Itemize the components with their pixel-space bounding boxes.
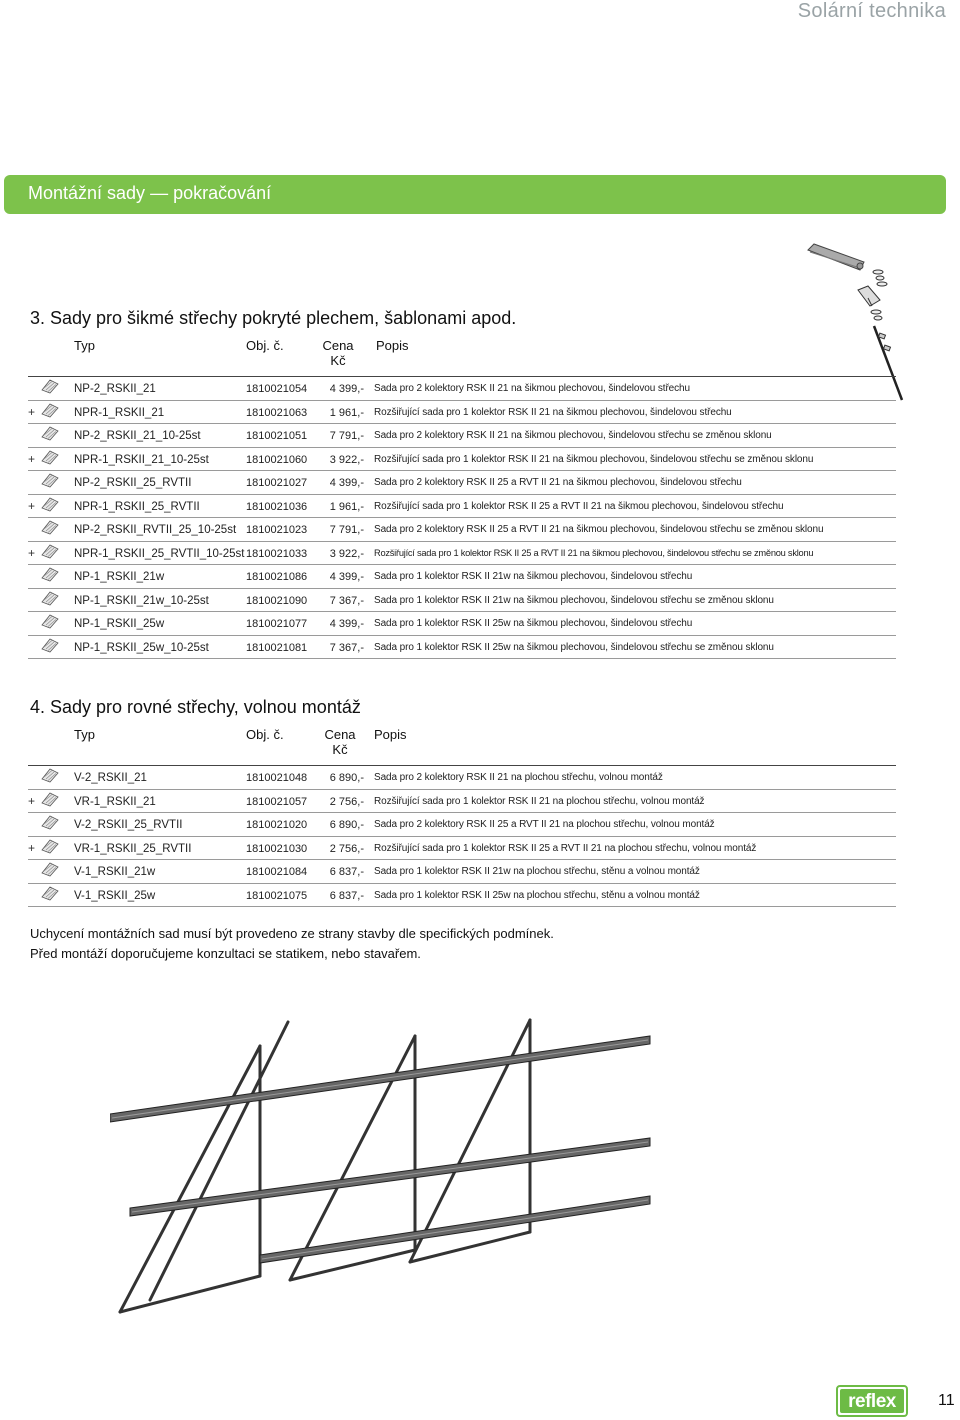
table-row bbox=[28, 542, 896, 566]
row-order-number: 1810021075 bbox=[246, 889, 308, 902]
row-type: NP-2_RSKII_RVTII_25_10-25st bbox=[74, 524, 237, 536]
section-3-table-header bbox=[28, 338, 896, 377]
row-price: 7 367,- bbox=[329, 594, 364, 607]
row-price: 7 367,- bbox=[329, 641, 364, 654]
row-type: NP-1_RSKII_25w bbox=[74, 618, 165, 630]
row-description: Sada pro 1 kolektor RSK II 25w na šikmou plechovou, šindelovou střechu bbox=[374, 618, 693, 629]
solar-panel-icon bbox=[40, 861, 60, 877]
table-row bbox=[28, 448, 896, 472]
col-header-price-line2: Kč bbox=[330, 353, 346, 368]
section-3-rows bbox=[28, 377, 896, 659]
row-type: V-2_RSKII_21 bbox=[74, 772, 147, 784]
row-description: Sada pro 1 kolektor RSK II 25w na šikmou plechovou, šindelovou střechu se změnou sklonu bbox=[374, 641, 774, 653]
section-4-table bbox=[28, 727, 896, 907]
flat-roof-frame-illustration bbox=[110, 1000, 670, 1330]
solar-panel-icon bbox=[40, 519, 60, 535]
table-row bbox=[28, 401, 896, 425]
row-price: 2 756,- bbox=[329, 842, 364, 855]
row-description: Sada pro 2 kolektory RSK II 25 a RVT II 21 na šikmou plechovou, šindelovou střechu se změnou sklonu bbox=[374, 524, 824, 535]
solar-panel-icon bbox=[40, 637, 60, 653]
mounting-note bbox=[30, 924, 554, 964]
solar-panel-icon bbox=[40, 613, 60, 629]
row-order-number: 1810021027 bbox=[246, 477, 308, 489]
row-price: 4 399,- bbox=[329, 383, 364, 395]
row-price: 1 961,- bbox=[329, 500, 364, 513]
row-price: 4 399,- bbox=[329, 571, 364, 583]
row-order-number: 1810021033 bbox=[246, 547, 308, 560]
row-description: Rozšiřující sada pro 1 kolektor RSK II 25 a RVT II 21 na plochou střechu, volnou montáž bbox=[374, 842, 757, 854]
row-price: 4 399,- bbox=[329, 477, 364, 489]
row-type: NP-2_RSKII_21 bbox=[74, 383, 156, 395]
row-order-number: 1810021030 bbox=[246, 842, 308, 855]
table-row bbox=[28, 612, 896, 636]
solar-panel-icon bbox=[40, 590, 60, 606]
row-description: Sada pro 1 kolektor RSK II 21w na plochou střechu, stěnu a volnou montáž bbox=[374, 866, 700, 877]
row-order-number: 1810021077 bbox=[246, 618, 308, 630]
solar-panel-icon bbox=[40, 472, 60, 488]
row-order-number: 1810021084 bbox=[246, 866, 308, 878]
page-number: 11 bbox=[938, 1392, 955, 1409]
row-description: Sada pro 1 kolektor RSK II 21w na šikmou plechovou, šindelovou střechu se změnou sklonu bbox=[374, 594, 774, 606]
section-4-table-header bbox=[28, 727, 896, 766]
row-description: Sada pro 2 kolektory RSK II 21 na šikmou plechovou, šindelovou střechu se změnou sklonu bbox=[374, 430, 772, 441]
row-type: NP-1_RSKII_21w_10-25st bbox=[74, 594, 209, 607]
row-extension-sign: + bbox=[28, 498, 36, 513]
solar-panel-icon bbox=[40, 814, 60, 830]
table-row bbox=[28, 471, 896, 495]
section-banner bbox=[4, 175, 946, 214]
row-type: NPR-1_RSKII_21_10-25st bbox=[74, 453, 209, 466]
row-order-number: 1810021048 bbox=[246, 772, 308, 784]
solar-panel-icon bbox=[40, 543, 60, 559]
row-order-number: 1810021060 bbox=[246, 453, 308, 466]
note-line-1: Uchycení montážních sad musí být provedeno ze strany stavby dle specifických podmínek. bbox=[30, 926, 554, 941]
section-3-title: 3. Sady pro šikmé střechy pokryté plechem, šablonami apod. bbox=[30, 308, 517, 328]
solar-panel-icon bbox=[40, 378, 60, 394]
row-description: Rozšiřující sada pro 1 kolektor RSK II 21 na šikmou plechovou, šindelovou střechu bbox=[374, 406, 732, 418]
row-type: V-2_RSKII_25_RVTII bbox=[74, 819, 183, 831]
row-description: Rozšiřující sada pro 1 kolektor RSK II 25 a RVT II 21 na šikmou plechovou, šindelovou střechu se změnou sklonu bbox=[374, 547, 814, 558]
col-header-price-line1: Cena bbox=[322, 338, 354, 353]
col-header-obj: Obj. č. bbox=[246, 338, 284, 353]
row-order-number: 1810021036 bbox=[246, 500, 308, 513]
row-price: 3 922,- bbox=[329, 547, 364, 560]
table-row bbox=[28, 377, 896, 401]
section-4-rows bbox=[28, 766, 896, 907]
row-price: 3 922,- bbox=[329, 453, 364, 466]
row-extension-sign: + bbox=[28, 545, 36, 560]
table-row bbox=[28, 860, 896, 884]
row-order-number: 1810021086 bbox=[246, 571, 308, 583]
solar-panel-icon bbox=[40, 885, 60, 901]
reflex-logo bbox=[836, 1385, 908, 1417]
row-extension-sign: + bbox=[28, 404, 36, 419]
page-header-title: Solární technika bbox=[797, 0, 946, 22]
row-type: V-1_RSKII_21w bbox=[74, 866, 156, 878]
row-extension-sign: + bbox=[28, 451, 36, 466]
row-type: NPR-1_RSKII_25_RVTII bbox=[74, 500, 200, 513]
row-description: Sada pro 1 kolektor RSK II 21w na šikmou plechovou, šindelovou střechu bbox=[374, 571, 693, 582]
solar-panel-icon bbox=[40, 496, 60, 512]
row-order-number: 1810021023 bbox=[246, 524, 308, 536]
row-description: Sada pro 2 kolektory RSK II 21 na plochou střechu, volnou montáž bbox=[374, 772, 663, 783]
row-type: NP-1_RSKII_25w_10-25st bbox=[74, 641, 209, 654]
row-price: 6 837,- bbox=[329, 866, 364, 878]
row-description: Sada pro 2 kolektory RSK II 25 a RVT II 21 na plochou střechu, volnou montáž bbox=[374, 819, 715, 830]
solar-panel-icon bbox=[40, 566, 60, 582]
row-description: Rozšiřující sada pro 1 kolektor RSK II 21 na šikmou plechovou, šindelovou střechu se změnou sklonu bbox=[374, 453, 814, 465]
row-extension-sign: + bbox=[28, 840, 36, 855]
row-price: 1 961,- bbox=[329, 406, 364, 419]
row-order-number: 1810021020 bbox=[246, 819, 308, 831]
solar-panel-icon bbox=[40, 838, 60, 854]
row-description: Sada pro 2 kolektory RSK II 25 a RVT II 21 na šikmou plechovou, šindelovou střechu bbox=[374, 477, 742, 488]
col-header-type: Typ bbox=[74, 338, 95, 353]
col-header-type: Typ bbox=[74, 727, 95, 742]
table-row bbox=[28, 837, 896, 861]
row-price: 4 399,- bbox=[329, 618, 364, 630]
table-row bbox=[28, 884, 896, 908]
section-4-title: 4. Sady pro rovné střechy, volnou montáž bbox=[30, 697, 361, 717]
table-row bbox=[28, 589, 896, 613]
solar-panel-icon bbox=[40, 402, 60, 418]
row-description: Rozšiřující sada pro 1 kolektor RSK II 25 a RVT II 21 na šikmou plechovou, šindelovou střechu bbox=[374, 500, 784, 512]
row-type: NP-2_RSKII_21_10-25st bbox=[74, 430, 201, 442]
logo-text: reflex bbox=[848, 1391, 896, 1412]
section-3-table bbox=[28, 338, 896, 659]
row-price: 7 791,- bbox=[329, 524, 364, 536]
row-type: NP-1_RSKII_21w bbox=[74, 571, 165, 583]
row-type: VR-1_RSKII_25_RVTII bbox=[74, 842, 192, 855]
row-description: Sada pro 1 kolektor RSK II 25w na plochou střechu, stěnu a volnou montáž bbox=[374, 889, 700, 901]
row-type: V-1_RSKII_25w bbox=[74, 889, 156, 902]
row-price: 6 890,- bbox=[329, 819, 364, 831]
solar-panel-icon bbox=[40, 425, 60, 441]
col-header-price bbox=[316, 338, 360, 368]
row-price: 6 837,- bbox=[329, 889, 364, 902]
row-extension-sign: + bbox=[28, 793, 36, 808]
table-row bbox=[28, 636, 896, 660]
row-price: 6 890,- bbox=[329, 772, 364, 784]
row-order-number: 1810021081 bbox=[246, 641, 308, 654]
table-row bbox=[28, 790, 896, 814]
note-line-2: Před montáží doporučujeme konzultaci se statikem, nebo stavařem. bbox=[30, 946, 421, 961]
table-row bbox=[28, 766, 896, 790]
solar-panel-icon bbox=[40, 449, 60, 465]
table-row bbox=[28, 565, 896, 589]
table-row bbox=[28, 495, 896, 519]
table-row bbox=[28, 518, 896, 542]
solar-panel-icon bbox=[40, 767, 60, 783]
table-row bbox=[28, 424, 896, 448]
banner-title: Montážní sady — pokračování bbox=[28, 183, 272, 203]
row-type: VR-1_RSKII_21 bbox=[74, 795, 156, 808]
row-description: Sada pro 2 kolektory RSK II 21 na šikmou plechovou, šindelovou střechu bbox=[374, 383, 690, 394]
solar-panel-icon bbox=[40, 791, 60, 807]
row-price: 7 791,- bbox=[329, 430, 364, 442]
col-header-obj: Obj. č. bbox=[246, 727, 284, 742]
row-order-number: 1810021051 bbox=[246, 430, 308, 442]
col-header-desc: Popis bbox=[376, 338, 409, 353]
row-order-number: 1810021090 bbox=[246, 594, 308, 607]
col-header-desc: Popis bbox=[374, 727, 407, 742]
row-order-number: 1810021054 bbox=[246, 383, 308, 395]
row-type: NPR-1_RSKII_25_RVTII_10-25st bbox=[74, 547, 245, 560]
row-type: NPR-1_RSKII_21 bbox=[74, 406, 165, 419]
row-order-number: 1810021063 bbox=[246, 406, 308, 419]
row-description: Rozšiřující sada pro 1 kolektor RSK II 21 na plochou střechu, volnou montáž bbox=[374, 795, 705, 807]
row-price: 2 756,- bbox=[329, 795, 364, 808]
row-type: NP-2_RSKII_25_RVTII bbox=[74, 477, 192, 489]
table-row bbox=[28, 813, 896, 837]
row-order-number: 1810021057 bbox=[246, 795, 308, 808]
col-header-price-line2: Kč bbox=[332, 742, 348, 757]
col-header-price bbox=[318, 727, 362, 757]
col-header-price-line1: Cena bbox=[324, 727, 356, 742]
